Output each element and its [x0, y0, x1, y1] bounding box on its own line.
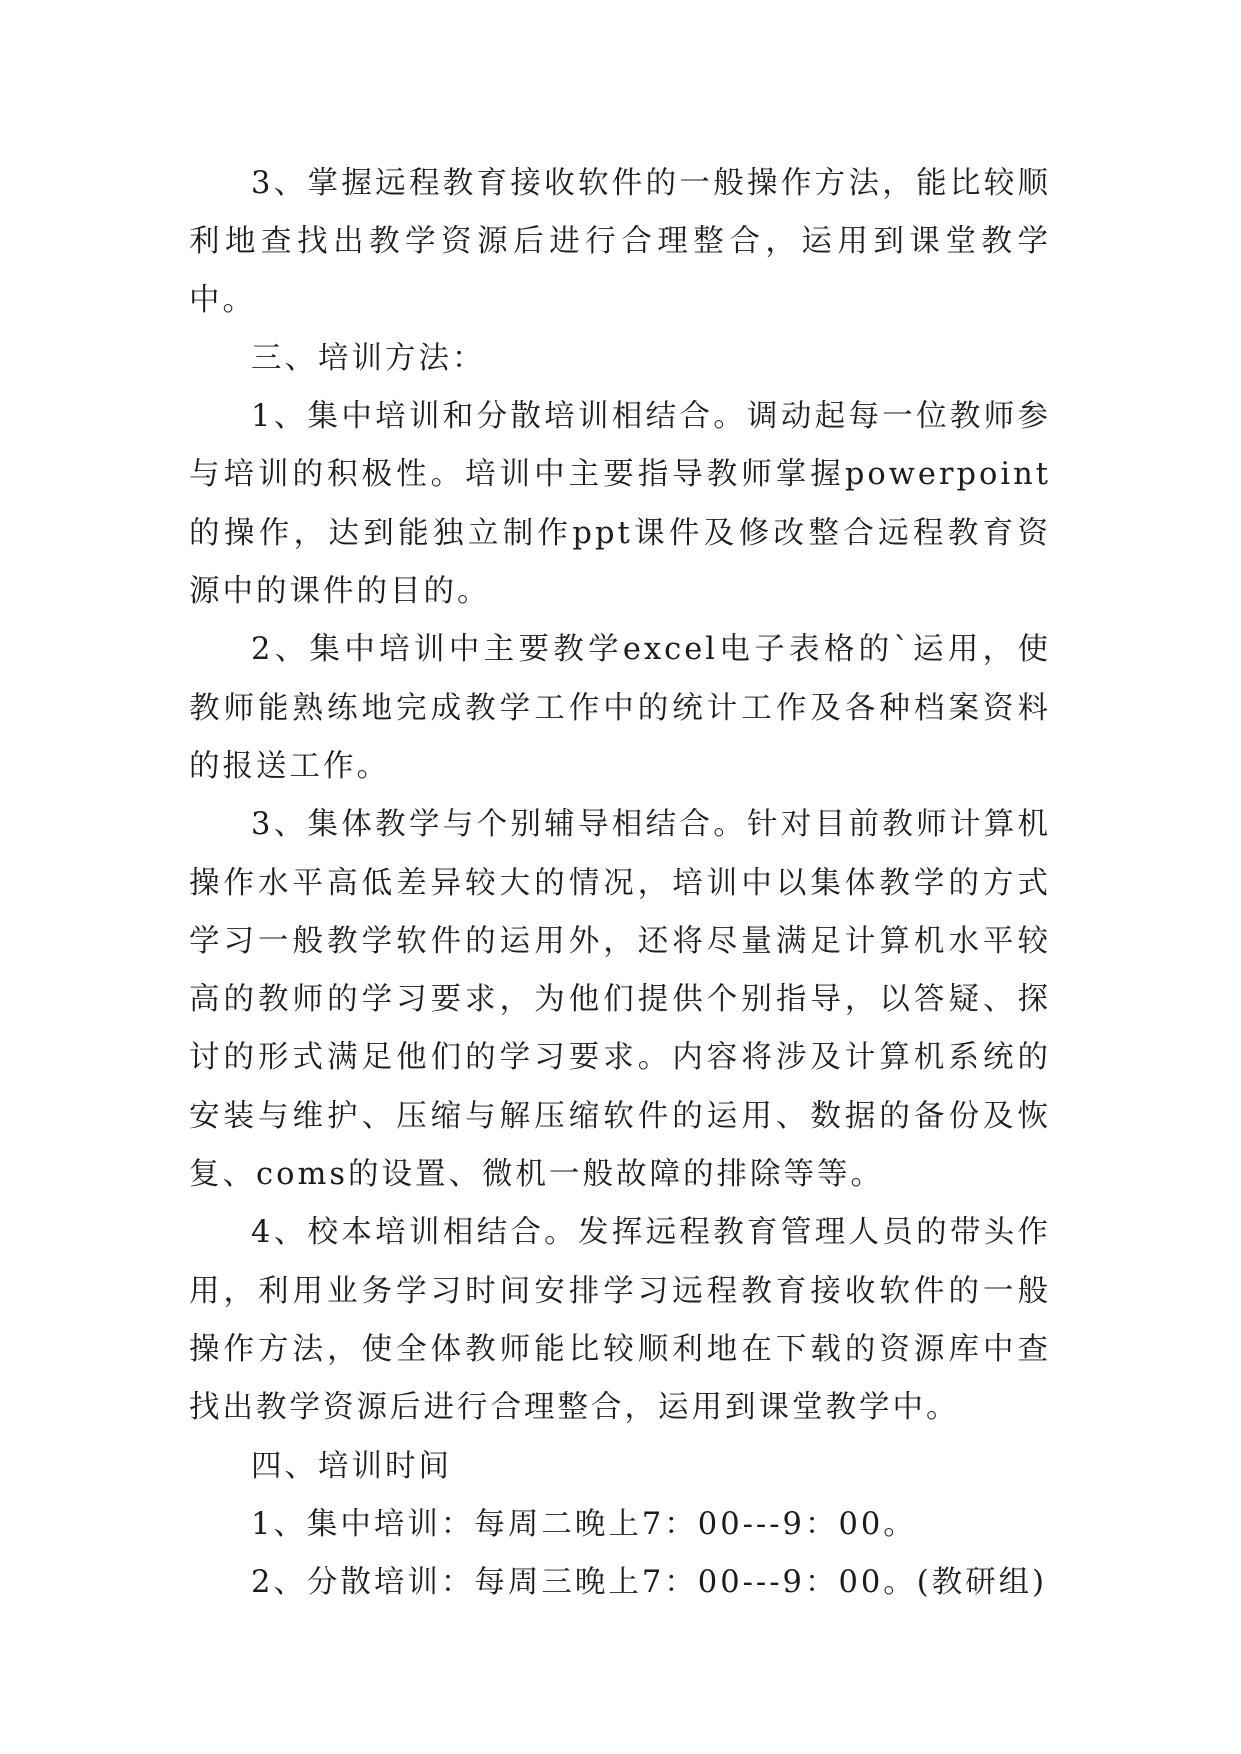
section-heading-training-time: 四、培训时间	[251, 1448, 452, 1484]
paragraph-method-1: 1、集中培训和分散培训相结合。调动起每一位教师参与培训的积极性。培训中主要指导教师掌握powerpoint的操作，达到能独立制作ppt课件及修改整合远程教育资源中的课件的目的。	[189, 399, 1051, 610]
paragraph-time-1: 1、集中培训：每周二晚上7：00---9：00。	[251, 1506, 917, 1542]
paragraph-time-2: 2、分散培训：每周三晚上7：00---9：00。(教研组)	[251, 1565, 1048, 1601]
paragraph-method-3: 3、集体教学与个别辅导相结合。针对目前教师计算机操作水平高低差异较大的情况，培训中以集体教学的方式学习一般教学软件的运用外，还将尽量满足计算机水平较高的教师的学习要求，为他们提供个别指导，以答疑、探讨的形式满足他们的学习要求。内容将涉及计算机系统的安装与维护、压缩与解压缩软件的运用、数据的备份及恢复、coms的设置、微机一般故障的排除等等。	[189, 807, 1051, 1193]
section-heading-training-methods: 三、培训方法：	[251, 340, 486, 376]
paragraph-item-3-objective: 3、掌握远程教育接收软件的一般操作方法，能比较顺利地查找出教学资源后进行合理整合，运用到课堂教学中。	[189, 166, 1051, 318]
document-body	[189, 155, 1051, 1612]
paragraph-method-4: 4、校本培训相结合。发挥远程教育管理人员的带头作用，利用业务学习时间安排学习远程教育接收软件的一般操作方法，使全体教师能比较顺利地在下载的资源库中查找出教学资源后进行合理整合，运用到课堂教学中。	[189, 1215, 1051, 1426]
paragraph-method-2: 2、集中培训中主要教学excel电子表格的`运用，使教师能熟练地完成教学工作中的统计工作及各种档案资料的报送工作。	[189, 632, 1051, 784]
